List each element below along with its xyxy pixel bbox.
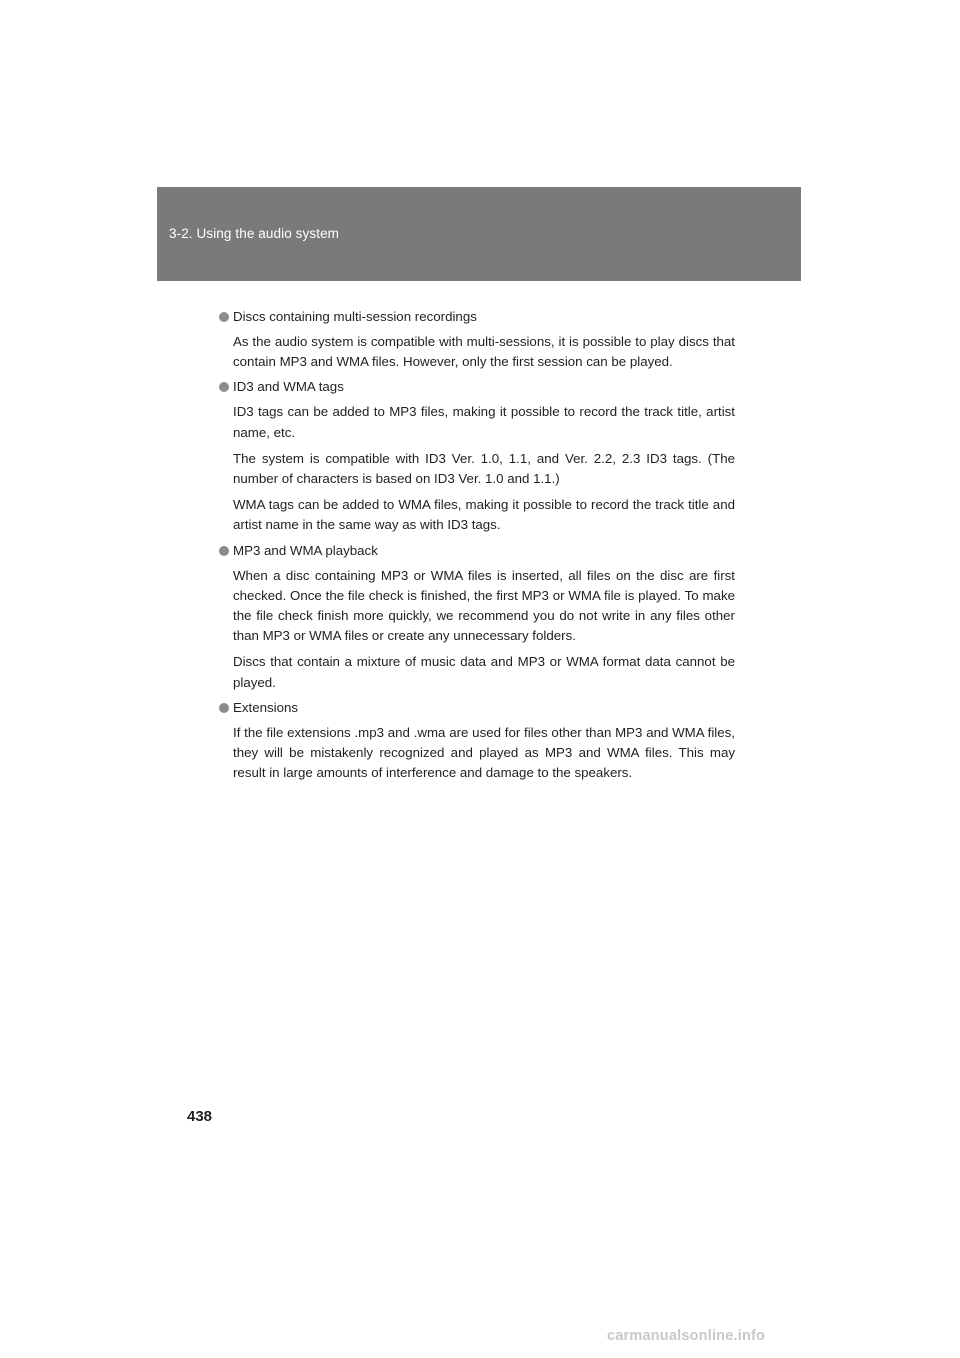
- item-paragraph: Discs that contain a mixture of music data and MP3 or WMA format data cannot be played.: [233, 654, 735, 690]
- item-paragraph: When a disc containing MP3 or WMA files is inserted, all files on the disc are first checked. Once the file check is finished, the first MP3 or WMA file is played. To make the file check finish more quickly, we recommend you do not write in any files other than MP3 or WMA files or create any unnecessary folders.: [233, 567, 735, 644]
- item-heading: [219, 541, 735, 561]
- item-paragraph: As the audio system is compatible with multi-sessions, it is possible to play discs that contain MP3 and WMA files. However, only the first session can be played.: [233, 334, 735, 370]
- watermark-text: carmanualsonline.info: [607, 1328, 766, 1344]
- item-title: Discs containing multi-session recordings: [233, 309, 477, 324]
- item-heading: [219, 307, 735, 327]
- item-id3-wma-tags: [219, 377, 735, 535]
- bullet-icon: [219, 546, 229, 556]
- item-title: Extensions: [233, 699, 299, 715]
- item-paragraph: WMA tags can be added to WMA files, making it possible to record the track title and artist name in the same way as with ID3 tags.: [233, 497, 735, 533]
- item-paragraph: The system is compatible with ID3 Ver. 1.0, 1.1, and Ver. 2.2, 2.3 ID3 tags. (The number of characters is based on ID3 Ver. 1.0 and 1.1.): [233, 450, 735, 487]
- page-number: 438: [187, 1108, 213, 1125]
- item-heading: [219, 698, 735, 718]
- content-body: [219, 307, 735, 783]
- item-title: ID3 and WMA tags: [233, 379, 344, 395]
- item-extensions: [219, 698, 735, 784]
- item-paragraph: If the file extensions .mp3 and .wma are used for files other than MP3 and WMA files, they will be mistakenly recognized and played as MP3 and WMA files. This may result in large amounts of interference and damage to the speakers.: [233, 724, 735, 781]
- item-mp3-wma-playback: [219, 541, 735, 693]
- item-heading: [219, 377, 735, 397]
- bullet-icon: [219, 703, 229, 713]
- bullet-icon: [219, 382, 229, 392]
- section-title: 3-2. Using the audio system: [169, 226, 340, 241]
- item-multi-session: [219, 307, 735, 372]
- item-title: MP3 and WMA playback: [233, 542, 378, 558]
- section-header-band: [157, 187, 801, 281]
- item-paragraph: ID3 tags can be added to MP3 files, making it possible to record the track title, artist name, etc.: [233, 404, 735, 440]
- bullet-icon: [219, 312, 229, 322]
